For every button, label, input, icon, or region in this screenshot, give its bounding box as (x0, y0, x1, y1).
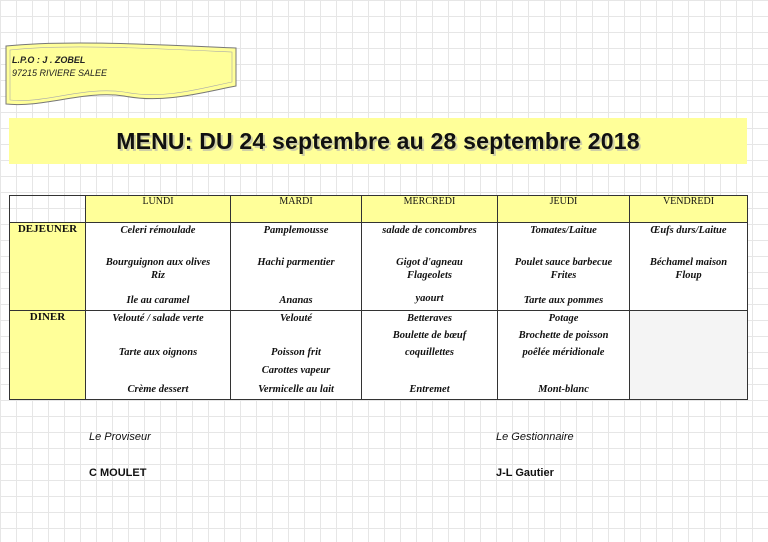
day-wednesday: MERCREDI (362, 196, 498, 223)
meal-label-lunch: DEJEUNER (10, 223, 86, 311)
menu-item: Pamplemousse (263, 225, 329, 236)
dinner-monday (86, 311, 231, 400)
signature-role-right: Le Gestionnaire (496, 431, 574, 443)
signature-role-left: Le Proviseur (89, 431, 151, 443)
meal-label-dinner: DINER (10, 311, 86, 400)
menu-item: Tarte aux oignons (118, 347, 198, 358)
title-bar (9, 118, 747, 164)
menu-item: Frites (550, 270, 577, 281)
menu-item: Tomates/Laitue (530, 225, 597, 236)
lunch-friday (630, 223, 748, 311)
lunch-thursday (498, 223, 630, 311)
menu-item: Bourguignon aux olives (105, 257, 211, 268)
page-title: MENU: DU 24 septembre au 28 septembre 2018 (116, 127, 640, 154)
menu-item: Brochette de poisson (518, 330, 609, 341)
lunch-wednesday (362, 223, 498, 311)
day-tuesday: MARDI (231, 196, 362, 223)
menu-item: Riz (150, 270, 165, 281)
menu-item: coquillettes (405, 347, 454, 358)
menu-item: Celeri rémoulade (120, 225, 196, 236)
school-banner (4, 42, 238, 110)
menu-item: Betteraves (407, 313, 452, 324)
menu-item: Béchamel maison (649, 257, 728, 268)
menu-item: Vermicelle au lait (258, 384, 334, 395)
menu-item: Mont-blanc (538, 384, 589, 395)
menu-item: Œufs durs/Laitue (650, 225, 727, 236)
menu-item: Velouté (279, 313, 313, 324)
lunch-tuesday (231, 223, 362, 311)
lunch-row (10, 223, 748, 311)
menu-item: Velouté / salade verte (112, 313, 204, 324)
menu-item: salade de concombres (382, 225, 477, 236)
menu-table (9, 195, 748, 400)
menu-item: Carottes vapeur (261, 365, 331, 376)
dinner-tuesday (231, 311, 362, 400)
dinner-thursday (498, 311, 630, 400)
menu-item: yaourt (415, 293, 444, 304)
header-row (10, 196, 748, 223)
menu-item: Boulette de bœuf (392, 330, 467, 341)
dinner-row (10, 311, 748, 400)
menu-item: Ile au caramel (126, 295, 190, 306)
dinner-wednesday (362, 311, 498, 400)
menu-item: Potage (548, 313, 579, 324)
menu-item: Flageolets (407, 270, 452, 281)
menu-item: Poisson frit (271, 347, 321, 358)
menu-item: Hachi parmentier (257, 257, 335, 268)
menu-item: Ananas (279, 295, 313, 306)
menu-item: Gigot d'agneau (396, 257, 463, 268)
school-name: L.P.O : J . ZOBEL (12, 55, 86, 65)
menu-item: Crème dessert (127, 384, 189, 395)
day-friday: VENDREDI (630, 196, 748, 223)
menu-item: Floup (675, 270, 702, 281)
school-city: 97215 RIVIERE SALEE (12, 68, 108, 78)
menu-item: poêlée méridionale (522, 347, 605, 358)
menu-item: Poulet sauce barbecue (514, 257, 613, 268)
signature-name-right: J-L Gautier (496, 467, 554, 479)
day-monday: LUNDI (86, 196, 231, 223)
menu-item: Tarte aux pommes (523, 295, 604, 306)
lunch-monday (86, 223, 231, 311)
signature-name-left: C MOULET (89, 467, 147, 479)
menu-item: Entremet (409, 384, 450, 395)
day-thursday: JEUDI (498, 196, 630, 223)
dinner-friday (630, 311, 748, 400)
corner-cell (10, 196, 86, 223)
